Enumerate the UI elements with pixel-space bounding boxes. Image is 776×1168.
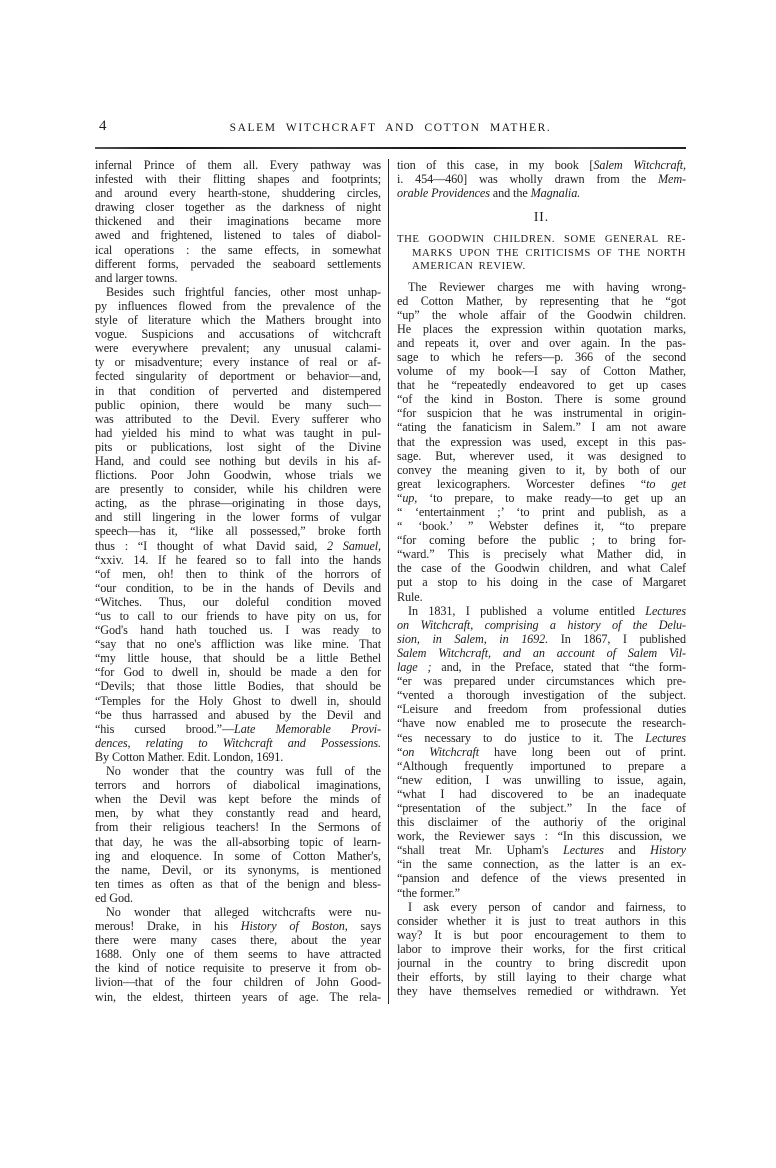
text-line: “Leisure and freedom from professional duties bbox=[397, 702, 686, 717]
page-header bbox=[95, 116, 686, 144]
text-line: thus : “I thought of what David said, 2 Samuel, bbox=[95, 538, 381, 553]
text-line: MARKS UPON THE CRITICISMS OF THE NORTH bbox=[412, 246, 686, 259]
text-line: No wonder that alleged witchcrafts were nu- bbox=[106, 904, 381, 919]
text-line: “Devils; that those little Bodies, that should be bbox=[95, 679, 381, 694]
text-line: their efforts, by still laying to their charge what bbox=[397, 970, 686, 985]
text-line: and repeats it, over and over again. In the pas- bbox=[397, 335, 686, 350]
text-line: style of literature which the Mathers brought into bbox=[95, 313, 381, 328]
text-line: on Witchcraft, comprising a history of the Delu- bbox=[397, 617, 686, 632]
text-line: Besides such frightful fancies, other most unhap- bbox=[106, 284, 381, 299]
text-line: Salem Witchcraft, and an account of Salem Vil- bbox=[397, 645, 686, 660]
text-line: sage to which he refers—p. 366 of the second bbox=[397, 349, 686, 364]
text-line: that he “repeatedly endeavored to get up cases bbox=[397, 378, 686, 393]
text-line: “vented a thorough investigation of the subject. bbox=[397, 688, 686, 703]
text-line: from their religious teachers! In the Sermons of bbox=[95, 820, 381, 835]
paragraph bbox=[95, 764, 381, 905]
text-line: acting, as the phrase—originating in those days, bbox=[95, 496, 381, 511]
text-line: terrors and horrors of diabolical imaginations, bbox=[95, 778, 381, 793]
text-line: “for suspicion that he was instrumental in origin- bbox=[397, 406, 686, 421]
right-column bbox=[397, 158, 686, 1004]
text-line: sage. But, wherever used, it was designed to bbox=[397, 448, 686, 463]
text-line: “God's hand hath touched us. I was ready to bbox=[95, 623, 381, 638]
text-line: “what I had discovered to be an inadequate bbox=[397, 786, 686, 801]
paragraph bbox=[397, 158, 686, 200]
text-line: “in the same connection, as the latter is an ex- bbox=[397, 857, 686, 872]
book-page bbox=[95, 116, 686, 1004]
text-line: journal in the country to bring discredit upon bbox=[397, 956, 686, 970]
text-line: are presently to consider, while his children were bbox=[95, 482, 381, 497]
header-rule bbox=[95, 147, 686, 149]
text-line: sion, in Salem, in 1692. In 1867, I published bbox=[397, 631, 686, 646]
text-line: win, the eldest, thirteen years of age. The rela- bbox=[95, 989, 381, 1004]
text-line: speech—has it, “like all possessed,” broke forth bbox=[95, 524, 381, 539]
text-line: ical operations : the same effects, in somewhat bbox=[95, 242, 381, 257]
text-line: ing and eloquence. In some of Cotton Mather's, bbox=[95, 848, 381, 863]
text-line: infested with their flitting shapes and footprints; bbox=[95, 172, 381, 187]
text-line: drawing closer together as the darkness of night bbox=[95, 200, 381, 215]
text-line: “us to call to our friends to have pity on us, for bbox=[95, 609, 381, 623]
text-line: “up, ‘to prepare, to make ready—to get up an bbox=[397, 490, 686, 505]
text-line: No wonder that the country was full of the bbox=[106, 764, 381, 779]
text-columns bbox=[95, 158, 686, 1004]
text-line: The Reviewer charges me with having wrong- bbox=[408, 279, 686, 294]
text-line: py influences flowed from the prevalence of the bbox=[95, 298, 381, 313]
text-line: thickened and their imaginations became more bbox=[95, 214, 381, 229]
text-line: i. 454—460] was wholly drawn from the Mem- bbox=[397, 172, 686, 187]
text-line: ten times as often as that of the benign and bless- bbox=[95, 876, 381, 891]
text-line: fected singularity of deportment or behavior—and, bbox=[95, 369, 381, 384]
text-line: when the Devil was kept before the minds of bbox=[95, 792, 381, 807]
left-column bbox=[95, 158, 381, 1004]
text-line: I ask every person of candor and fairness, to bbox=[408, 899, 686, 914]
text-line: “be thus harrassed and abused by the Devil and bbox=[95, 707, 381, 722]
paragraph bbox=[95, 158, 381, 285]
text-line: “Temples for the Holy Ghost to dwell in, should bbox=[95, 693, 381, 708]
text-line: public opinion, there would be many such— bbox=[95, 397, 381, 412]
text-line: THE GOODWIN CHILDREN. SOME GENERAL RE- bbox=[397, 233, 686, 246]
text-line: men, by what they constantly read and heard, bbox=[95, 806, 381, 821]
text-line: “on Witchcraft have long been out of print. bbox=[397, 744, 686, 759]
text-line: “ating the fanaticism in Salem.” I am not aware bbox=[397, 420, 686, 435]
text-line: ty or misadventure; every instance of real or af- bbox=[95, 355, 381, 370]
text-line: that day, he was the all-absorbing topic of learn- bbox=[95, 834, 381, 849]
text-line: “have now enabled me to prosecute the research- bbox=[397, 716, 686, 731]
text-line: pits or publications, lost sight of the Divine bbox=[95, 439, 381, 454]
text-line: awed and frightened, listened to tales of diabol- bbox=[95, 228, 381, 243]
text-line: “our condition, to be in the hands of Devils and bbox=[95, 580, 381, 595]
text-line: “of men, oh! then to think of the horrors of bbox=[95, 566, 381, 581]
text-line: work, the Reviewer says : “In this discussion, we bbox=[397, 829, 686, 844]
text-line: dences, relating to Witchcraft and Possessions. bbox=[95, 735, 381, 750]
text-line: and larger towns. bbox=[95, 270, 178, 285]
text-line: consider whether it is just to treat authors in this bbox=[397, 913, 686, 928]
text-line: labor to improve their works, for the first critical bbox=[397, 941, 686, 956]
text-line: that the expression was used, except in this pas- bbox=[397, 434, 686, 449]
text-line: “Witches. Thus, our doleful condition moved bbox=[95, 594, 381, 609]
text-line: the kind of notice requisite to preserve it from ob- bbox=[95, 961, 381, 976]
text-line: were everywhere prevalent; any unusual calami- bbox=[95, 341, 381, 356]
text-line: “the former.” bbox=[397, 885, 460, 900]
text-line: “er was prepared under circumstances which pre- bbox=[397, 674, 686, 689]
text-line: “for coming before the public ; to bring for- bbox=[397, 533, 686, 548]
text-line: “up” the whole affair of the Goodwin children. bbox=[397, 307, 686, 322]
text-line: In 1831, I published a volume entitled Lectures bbox=[408, 603, 686, 618]
text-line: AMERICAN REVIEW. bbox=[412, 260, 526, 273]
text-line: Hand, and could see nothing but devils in his af- bbox=[95, 453, 381, 468]
text-line: “for God to dwell in, should be made a den for bbox=[95, 665, 381, 680]
column-divider bbox=[388, 159, 389, 1004]
text-line: in that condition of perverted and distempered bbox=[95, 383, 381, 398]
text-line: there were many cases there, about the year bbox=[95, 933, 381, 948]
text-line: put a stop to his doing in the case of Margaret bbox=[397, 575, 686, 590]
text-line: “ ‘entertainment ;’ ‘to print and publish, as a bbox=[397, 505, 686, 519]
text-line: great lexicographers. Worcester defines “to get bbox=[397, 476, 686, 491]
text-line: the case of the Goodwin children, and what Calef bbox=[397, 561, 686, 576]
paragraph bbox=[95, 285, 381, 764]
text-line: ed Cotton Mather, by representing that he “got bbox=[397, 293, 686, 308]
text-line: vogue. Suspicions and accusations of witchcraft bbox=[95, 327, 381, 342]
section-subheading bbox=[397, 233, 686, 273]
text-line: “ward.” This is precisely what Mather did, in bbox=[397, 547, 686, 562]
text-line: way? It is but poor encouragement to them to bbox=[397, 927, 686, 942]
paragraph bbox=[397, 900, 686, 999]
text-line: “presentation of the subject.” In the face of bbox=[397, 800, 686, 815]
text-line: livion—that of the four children of John Good- bbox=[95, 975, 381, 990]
text-line: Rule. bbox=[397, 589, 423, 604]
text-line: “my little house, that should be a little Bethel bbox=[95, 651, 381, 666]
text-line: “shall treat Mr. Upham's Lectures and History bbox=[397, 843, 686, 858]
text-line: “say that no one's affliction was like mine. That bbox=[95, 637, 381, 652]
text-line: the name, Devil, or its synonyms, is mentioned bbox=[95, 862, 381, 877]
text-line: convey the meaning given to it, by both of our bbox=[397, 462, 686, 477]
text-line: and still lingering in the lower forms of vulgar bbox=[95, 510, 381, 525]
text-line: and around every hearth-stone, shuddering circles, bbox=[95, 186, 381, 201]
text-line: By Cotton Mather. Edit. London, 1691. bbox=[95, 749, 284, 764]
text-line: lage ; and, in the Preface, stated that “the form- bbox=[397, 660, 686, 675]
text-line: merous! Drake, in his History of Boston, says bbox=[95, 919, 381, 934]
text-line: had yielded his mind to what was taught in pul- bbox=[95, 425, 381, 440]
text-line: “his cursed brood.”—Late Memorable Provi- bbox=[95, 721, 381, 736]
text-line: infernal Prince of them all. Every pathway was bbox=[95, 158, 381, 172]
paragraph bbox=[95, 905, 381, 1004]
text-line: “of the kind in Boston. There is some ground bbox=[397, 392, 686, 407]
text-line: “pansion and defence of the views presented in bbox=[397, 871, 686, 886]
paragraph bbox=[397, 280, 686, 604]
text-line: “xxiv. 14. If he feared so to fall into the hands bbox=[95, 552, 381, 567]
page-number: 4 bbox=[99, 118, 107, 134]
text-line: ed God. bbox=[95, 890, 133, 905]
text-line: “new edition, I was unwilling to issue, again, bbox=[397, 772, 686, 787]
text-line: this disclaimer of the authoriy of the original bbox=[397, 815, 686, 830]
text-line: was attributed to the Devil. Every sufferer who bbox=[95, 411, 381, 426]
text-line: they have themselves remedied or withdrawn. Yet bbox=[397, 984, 686, 999]
text-line: “es necessary to do justice to it. The Lectures bbox=[397, 730, 686, 745]
running-title: SALEM WITCHCRAFT AND COTTON MATHER. bbox=[229, 122, 552, 134]
text-line: flictions. Poor John Goodwin, whose trials we bbox=[95, 468, 381, 483]
text-line: “Although frequently importuned to prepare a bbox=[397, 758, 686, 773]
text-line: He places the expression within quotation marks, bbox=[397, 321, 686, 336]
section-heading: II. bbox=[533, 209, 550, 225]
text-line: tion of this case, in my book [Salem Witchcraft, bbox=[397, 158, 686, 172]
text-line: 1688. Only one of them seems to have attracted bbox=[95, 947, 381, 962]
text-line: orable Providences and the Magnalia. bbox=[397, 186, 581, 201]
text-line: different forms, pervaded the seaboard settlements bbox=[95, 256, 381, 271]
paragraph bbox=[397, 604, 686, 900]
text-line: volume of my book—I say of Cotton Mather, bbox=[397, 364, 686, 379]
text-line: “ ‘book.’ ” Webster defines it, “to prepare bbox=[397, 519, 686, 534]
